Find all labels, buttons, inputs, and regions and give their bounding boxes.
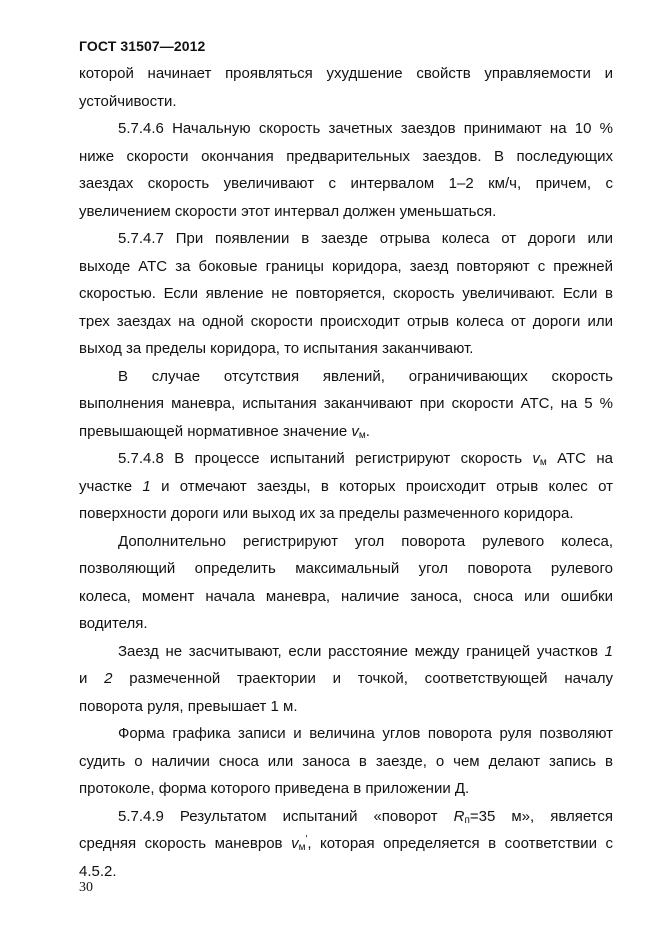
section-number: 1	[604, 642, 613, 660]
text-line: Дополнительно регистрируют угол поворота рулевого колеса,	[118, 532, 613, 550]
text-line: которой начинает проявляться ухудшение свойств управляемости и	[79, 65, 613, 82]
text-fragment: 5.7.4.9 Результатом испытаний «поворот	[118, 807, 438, 825]
text-line: 4.5.2.	[79, 862, 117, 880]
text-fragment: , которая определяется в соответствии с	[307, 835, 613, 852]
page-number: 30	[79, 880, 93, 895]
text-fragment: и отмечают заезды, в которых происходит отрыв колес от	[161, 477, 613, 495]
text-line: устойчивости.	[79, 92, 177, 110]
text-line	[79, 830, 613, 858]
text-fragment: и	[79, 670, 88, 687]
text-line: В случае отсутствия явлений, ограничивающих скорость	[118, 367, 613, 385]
variable-subscript: м	[539, 457, 547, 468]
text-fragment: .	[365, 422, 370, 440]
variable-subscript: п	[464, 814, 470, 826]
text-line	[79, 473, 613, 501]
text-fragment: 5.7.4.8 В процессе испытаний регистрируют скорость	[118, 450, 523, 467]
text-line	[79, 445, 613, 473]
variable-symbol: v	[291, 835, 299, 852]
text-fragment: участке	[79, 477, 133, 495]
text-line: выходе АТС за боковые границы коридора, заезд повторяют с прежней	[79, 257, 613, 275]
text-line: водителя.	[79, 615, 148, 632]
text-line: 5.7.4.7 При появлении в заезде отрыва колеса от дороги или	[118, 230, 613, 247]
text-fragment: Заезд не засчитывают, если расстояние между границей участков	[118, 642, 598, 660]
document-header: ГОСТ 31507—2012	[79, 38, 206, 54]
text-fragment: АТС на	[557, 450, 613, 467]
text-fragment: =35 м», является	[469, 807, 613, 825]
text-fragment: средняя скорость маневров	[79, 835, 283, 852]
variable-subscript: м	[358, 429, 366, 441]
text-line: Форма графика записи и величина углов поворота руля позволяют	[118, 725, 613, 742]
text-line: 5.7.4.6 Начальную скорость зачетных заездов принимают на 10 %	[118, 120, 613, 137]
text-line: поверхности дороги или выход их за пределы размеченного коридора.	[79, 505, 574, 522]
text-line	[79, 638, 613, 666]
text-line: выполнения маневра, испытания заканчивают при скорости АТС, на 5 %	[79, 395, 613, 412]
text-line: трех заездах на одной скорости происходит отрыв колеса от дороги или	[79, 312, 613, 330]
text-line: выход за пределы коридора, то испытания заканчивают.	[79, 340, 474, 357]
text-line: скоростью. Если явление не повторяется, скорость увеличивают. Если в	[79, 285, 613, 302]
variable-prime: '	[305, 834, 308, 845]
text-line	[79, 418, 613, 446]
text-line: увеличением скорости этот интервал должен уменьшаться.	[79, 202, 497, 220]
document-body	[79, 60, 613, 885]
variable-symbol: v	[351, 422, 359, 440]
variable-subscript: м	[298, 842, 306, 853]
text-line: колеса, момент начала маневра, наличие заноса, сноса или ошибки	[79, 587, 613, 605]
variable-symbol: R	[453, 807, 465, 825]
text-line: позволяющий определить максимальный угол поворота рулевого	[79, 560, 613, 577]
text-fragment: превышающей нормативное значение	[79, 422, 348, 440]
variable-symbol: v	[532, 450, 540, 467]
text-line	[79, 665, 613, 693]
text-line	[79, 803, 613, 831]
section-number: 1	[142, 477, 151, 495]
text-fragment: размеченной траектории и точкой, соответствующей началу	[129, 670, 613, 687]
section-number: 2	[104, 670, 113, 687]
text-line: заездах скорость увеличивают с интервалом 1–2 км/ч, причем, с	[79, 175, 613, 192]
text-line: судить о наличии сноса или заноса в заезде, о чем делают запись в	[79, 752, 613, 770]
text-line: поворота руля, превышает 1 м.	[79, 697, 298, 715]
text-line: ниже скорости окончания предварительных заездов. В последующих	[79, 147, 613, 165]
text-line: протоколе, форма которого приведена в приложении Д.	[79, 780, 470, 797]
